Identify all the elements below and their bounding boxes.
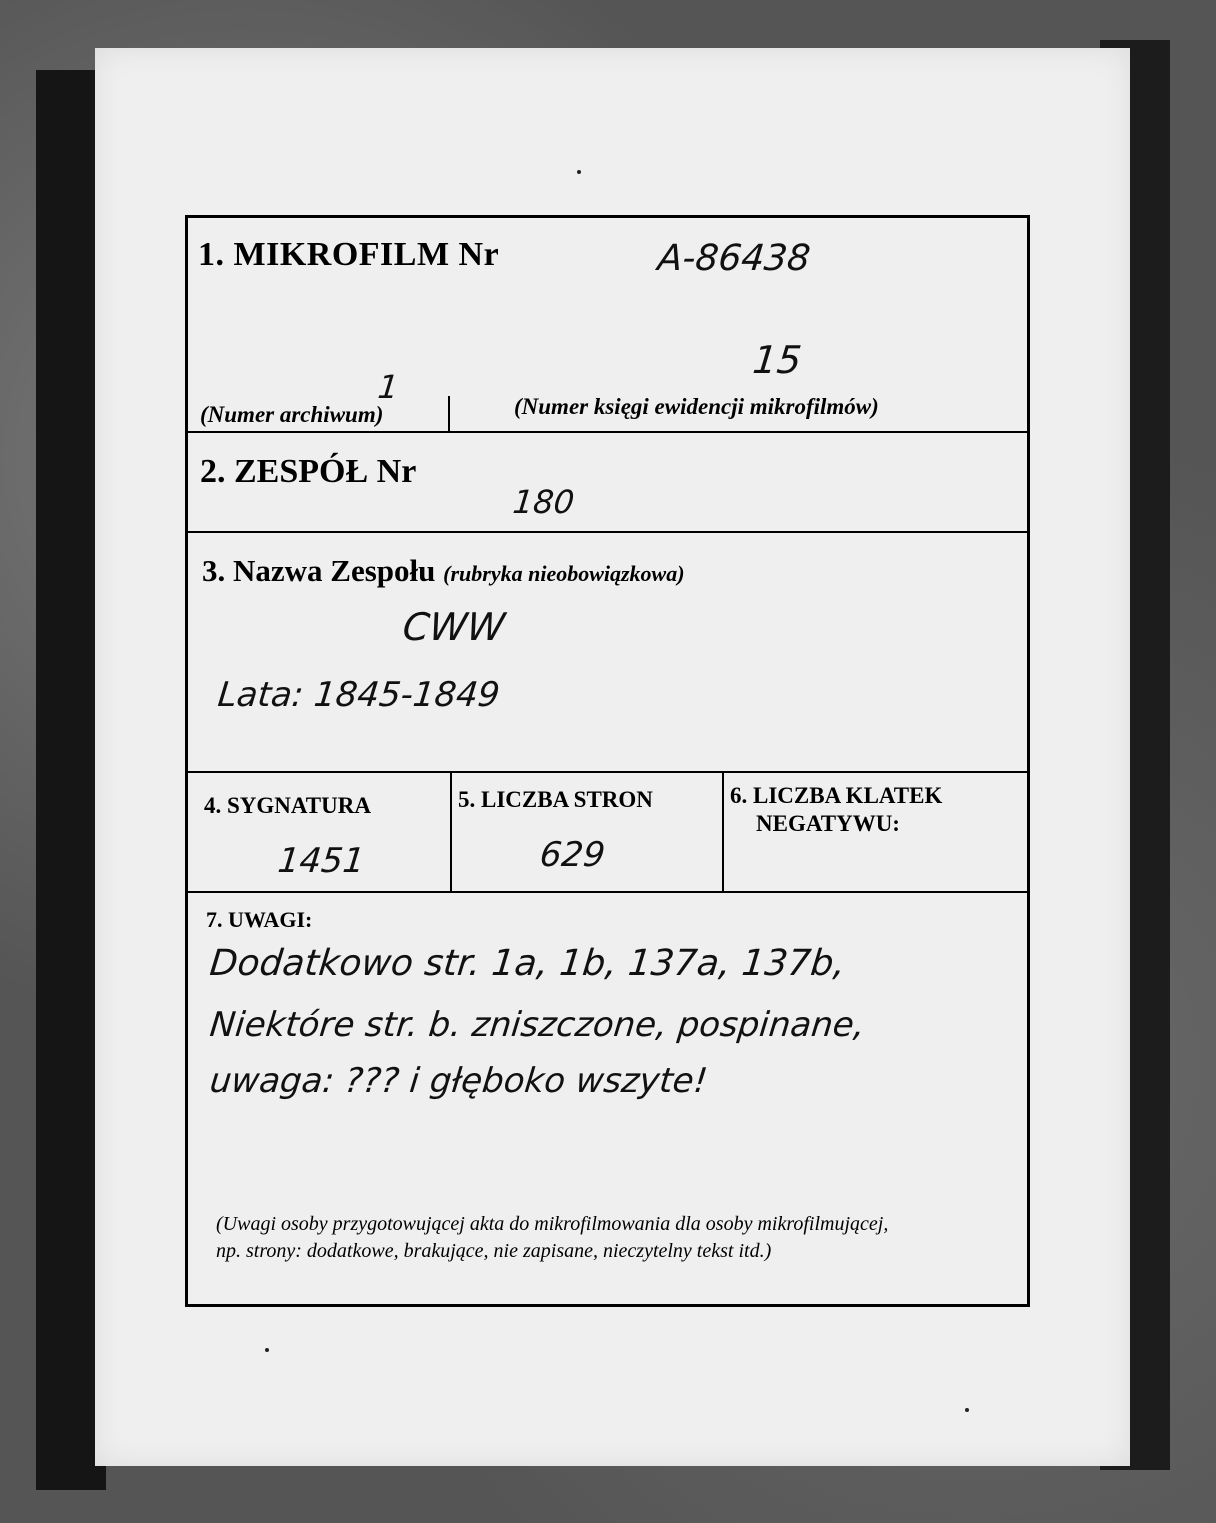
section-zespol xyxy=(188,433,1027,533)
divider-4-5 xyxy=(450,773,452,891)
liczba-klatek-title-2: NEGATYWU: xyxy=(756,811,900,836)
divider-5-6 xyxy=(722,773,724,891)
archive-number: 1 xyxy=(376,368,401,406)
register-number: 15 xyxy=(750,338,804,382)
speck xyxy=(965,1408,969,1412)
nazwa-title-text: 3. Nazwa Zespołu xyxy=(202,553,436,588)
speck xyxy=(265,1348,269,1352)
liczba-stron-value: 629 xyxy=(537,835,608,875)
uwagi-title: 7. UWAGI: xyxy=(206,907,313,932)
form-table xyxy=(185,215,1030,1307)
nazwa-title xyxy=(202,553,685,589)
section-nazwa xyxy=(188,533,1027,773)
zespol-years: Lata: 1845-1849 xyxy=(215,675,502,715)
microfilm-title: 1. MIKROFILM Nr xyxy=(198,236,500,273)
uwagi-instructions xyxy=(216,1211,1016,1265)
register-label: (Numer księgi ewidencji mikrofilmów) xyxy=(514,394,879,419)
archive-label: (Numer archiwum) xyxy=(200,402,384,427)
uwagi-instructions-line-2: np. strony: dodatkowe, brakujące, nie zapisane, nieczytelny tekst itd.) xyxy=(216,1240,772,1262)
section-microfilm xyxy=(188,218,1027,433)
nazwa-optional: (rubryka nieobowiązkowa) xyxy=(443,561,685,586)
liczba-stron-title: 5. LICZBA STRON xyxy=(458,787,653,812)
uwagi-line-2: Niektóre str. b. zniszczone, pospinane, xyxy=(207,1005,867,1045)
sygnatura-value: 1451 xyxy=(275,841,367,881)
sygnatura-title: 4. SYGNATURA xyxy=(204,793,371,818)
section-counts xyxy=(188,773,1027,893)
zespol-name: CWW xyxy=(400,605,507,649)
uwagi-line-3: uwaga: ??? i głęboko wszyte! xyxy=(207,1061,710,1101)
uwagi-instructions-line-1: (Uwagi osoby przygotowującej akta do mikrofilmowania dla osoby mikrofilmującej, xyxy=(216,1213,889,1235)
archive-divider xyxy=(448,396,450,432)
uwagi-line-1: Dodatkowo str. 1a, 1b, 137a, 137b, xyxy=(207,943,848,984)
zespol-number: 180 xyxy=(511,483,577,521)
zespol-title: 2. ZESPÓŁ Nr xyxy=(200,453,417,490)
speck xyxy=(577,170,581,174)
section-uwagi xyxy=(188,893,1027,1310)
microfilm-number: A-86438 xyxy=(655,238,813,279)
liczba-klatek-title-1: 6. LICZBA KLATEK xyxy=(730,783,943,808)
